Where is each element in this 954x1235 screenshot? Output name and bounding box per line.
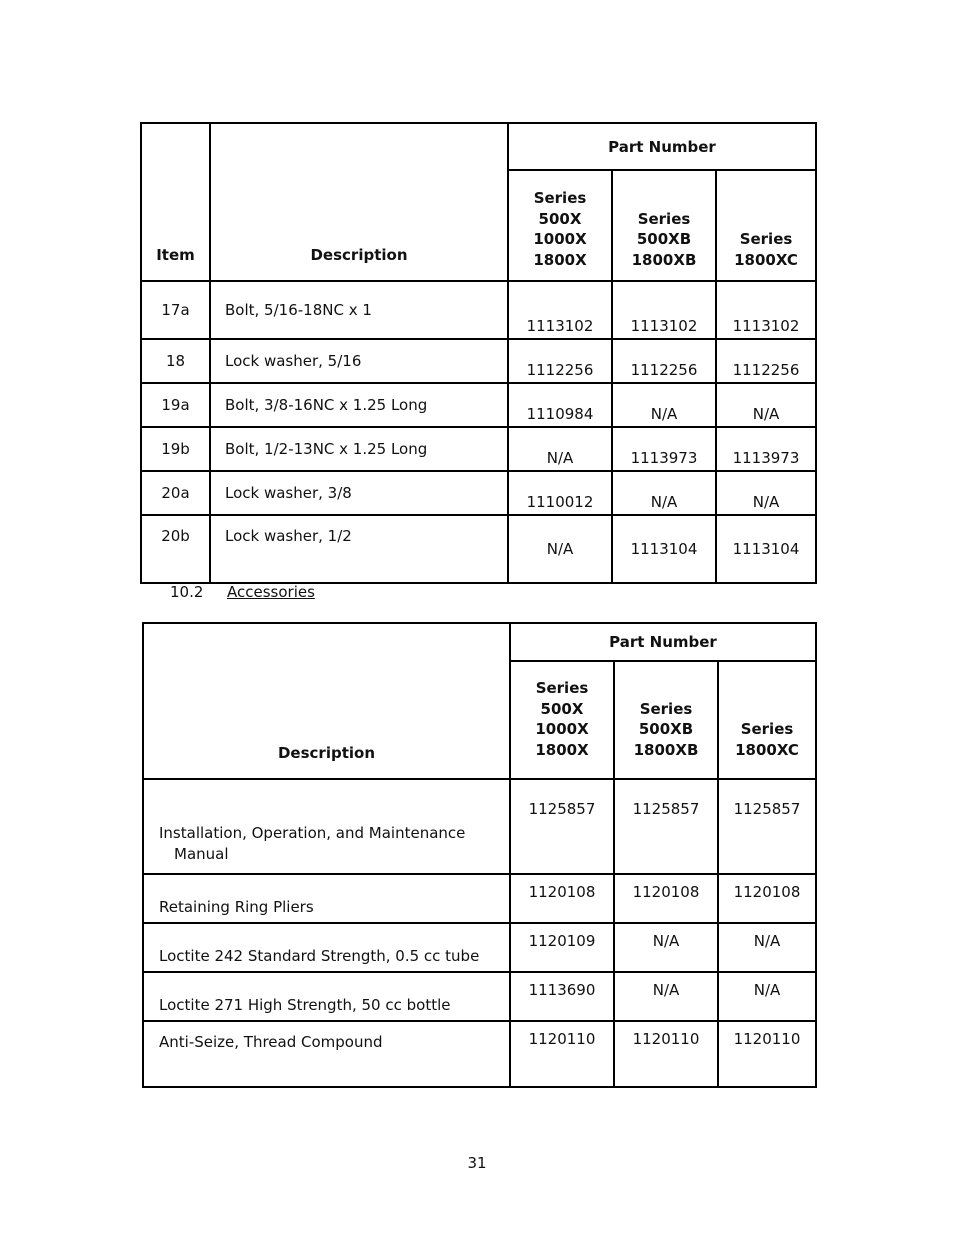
- table-row: [141, 339, 816, 383]
- series-header-2: Series 500XB 1800XB: [612, 170, 716, 281]
- part-number-cell: 1112256: [508, 339, 612, 383]
- part-number-cell: 1110012: [508, 471, 612, 515]
- part-number-cell: 1112256: [612, 339, 716, 383]
- part-number-cell: 1113104: [612, 515, 716, 583]
- description-header: Description: [210, 123, 508, 281]
- part-number-cell: 1120110: [510, 1021, 614, 1087]
- table-row: [143, 779, 816, 874]
- description-cell: Lock washer, 1/2: [210, 515, 508, 583]
- part-number-cell: 1125857: [614, 779, 718, 874]
- series-header-1: Series 500X 1000X 1800X: [508, 170, 612, 281]
- part-number-cell: 1113690: [510, 972, 614, 1021]
- item-cell: 19a: [141, 383, 210, 427]
- part-number-cell: N/A: [614, 923, 718, 972]
- part-number-cell: N/A: [614, 972, 718, 1021]
- part-number-cell: N/A: [508, 427, 612, 471]
- item-cell: 19b: [141, 427, 210, 471]
- part-number-cell: 1125857: [510, 779, 614, 874]
- table-row: [141, 383, 816, 427]
- part-number-cell: 1120109: [510, 923, 614, 972]
- part-number-cell: 1120110: [718, 1021, 816, 1087]
- table-row: [143, 972, 816, 1021]
- part-number-cell: 1125857: [718, 779, 816, 874]
- table-row: [143, 1021, 816, 1087]
- table-row: [143, 923, 816, 972]
- table-row: [141, 515, 816, 583]
- part-number-cell: 1110984: [508, 383, 612, 427]
- section-heading: [170, 583, 315, 601]
- part-number-cell: 1120108: [510, 874, 614, 923]
- parts-table: [140, 122, 817, 584]
- page-number: 31: [467, 1154, 487, 1172]
- part-number-cell: N/A: [612, 383, 716, 427]
- description-cell: Lock washer, 5/16: [210, 339, 508, 383]
- series-header-3: Series 1800XC: [718, 661, 816, 779]
- accessories-table: [142, 622, 817, 1088]
- series-header-1: Series 500X 1000X 1800X: [510, 661, 614, 779]
- description-cell: Retaining Ring Pliers: [143, 874, 510, 923]
- description-cell: Anti-Seize, Thread Compound: [143, 1021, 510, 1087]
- part-number-cell: N/A: [612, 471, 716, 515]
- series-header-3: Series 1800XC: [716, 170, 816, 281]
- part-number-cell: 1113102: [508, 281, 612, 339]
- part-number-cell: N/A: [718, 972, 816, 1021]
- series-header-2: Series 500XB 1800XB: [614, 661, 718, 779]
- table-row: [141, 427, 816, 471]
- table-row: [141, 471, 816, 515]
- item-cell: 20b: [141, 515, 210, 583]
- item-header: Item: [141, 123, 210, 281]
- part-number-cell: N/A: [716, 471, 816, 515]
- description-cell: Bolt, 1/2-13NC x 1.25 Long: [210, 427, 508, 471]
- part-number-cell: 1113102: [716, 281, 816, 339]
- item-cell: 17a: [141, 281, 210, 339]
- part-number-cell: 1120110: [614, 1021, 718, 1087]
- part-number-cell: 1113973: [716, 427, 816, 471]
- part-number-cell: 1112256: [716, 339, 816, 383]
- part-number-cell: N/A: [716, 383, 816, 427]
- description-cell: Loctite 271 High Strength, 50 cc bottle: [143, 972, 510, 1021]
- table-row: [143, 874, 816, 923]
- description-cell: Loctite 242 Standard Strength, 0.5 cc tube: [143, 923, 510, 972]
- part-number-header: Part Number: [510, 623, 816, 661]
- description-cell: Bolt, 3/8-16NC x 1.25 Long: [210, 383, 508, 427]
- part-number-cell: N/A: [508, 515, 612, 583]
- section-number: 10.2: [170, 583, 204, 601]
- item-cell: 18: [141, 339, 210, 383]
- description-cell: Lock washer, 3/8: [210, 471, 508, 515]
- part-number-cell: 1120108: [614, 874, 718, 923]
- description-cell: Bolt, 5/16-18NC x 1: [210, 281, 508, 339]
- part-number-cell: 1120108: [718, 874, 816, 923]
- part-number-cell: N/A: [718, 923, 816, 972]
- description-cell: Installation, Operation, and Maintenance Manual: [143, 779, 510, 874]
- section-title: Accessories: [227, 583, 315, 601]
- part-number-cell: 1113973: [612, 427, 716, 471]
- item-cell: 20a: [141, 471, 210, 515]
- part-number-cell: 1113102: [612, 281, 716, 339]
- part-number-header: Part Number: [508, 123, 816, 170]
- part-number-cell: 1113104: [716, 515, 816, 583]
- description-header: Description: [143, 623, 510, 779]
- table-row: [141, 281, 816, 339]
